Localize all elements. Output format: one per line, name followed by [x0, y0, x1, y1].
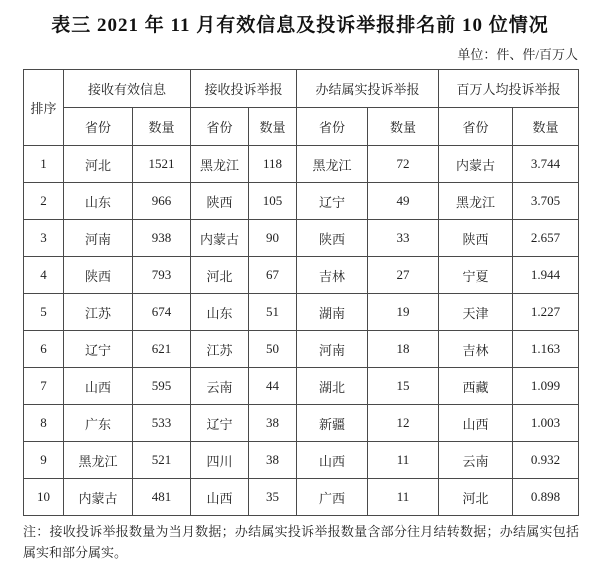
quantity-cell: 35	[249, 479, 297, 516]
page-title: 表三 2021 年 11 月有效信息及投诉举报排名前 10 位情况	[51, 15, 549, 36]
footnote: 注：接收投诉举报数量为当月数据；办结属实投诉举报数量含部分往月结转数据；办结属实包括属实和部分属实。	[23, 524, 579, 560]
quantity-cell: 33	[368, 220, 439, 257]
sub-header-province: 省份	[191, 108, 249, 146]
quantity-cell: 27	[368, 257, 439, 294]
province-cell: 四川	[191, 442, 249, 479]
province-cell: 黑龙江	[191, 146, 249, 183]
quantity-cell: 674	[133, 294, 191, 331]
quantity-cell: 49	[368, 183, 439, 220]
group-header-received-info: 接收有效信息	[64, 70, 191, 108]
province-cell: 江苏	[191, 331, 249, 368]
quantity-cell: 90	[249, 220, 297, 257]
quantity-cell: 1.003	[513, 405, 579, 442]
quantity-cell: 44	[249, 368, 297, 405]
quantity-cell: 12	[368, 405, 439, 442]
sub-header-quantity: 数量	[133, 108, 191, 146]
province-cell: 内蒙古	[64, 479, 133, 516]
sub-header-quantity: 数量	[368, 108, 439, 146]
quantity-cell: 1.163	[513, 331, 579, 368]
group-header-per-million-complaints: 百万人均投诉举报	[439, 70, 579, 108]
province-cell: 山西	[64, 368, 133, 405]
province-cell: 山西	[191, 479, 249, 516]
group-header-verified-complaints: 办结属实投诉举报	[297, 70, 439, 108]
province-cell: 陕西	[297, 220, 368, 257]
province-cell: 黑龙江	[439, 183, 513, 220]
table-row	[24, 183, 579, 220]
province-cell: 河北	[191, 257, 249, 294]
table-row	[24, 257, 579, 294]
sub-header-quantity: 数量	[513, 108, 579, 146]
quantity-cell: 38	[249, 442, 297, 479]
quantity-cell: 533	[133, 405, 191, 442]
rank-cell: 4	[24, 257, 64, 294]
quantity-cell: 18	[368, 331, 439, 368]
quantity-cell: 72	[368, 146, 439, 183]
table-row	[24, 442, 579, 479]
province-cell: 云南	[191, 368, 249, 405]
province-cell: 湖北	[297, 368, 368, 405]
rank-cell: 6	[24, 331, 64, 368]
table-row	[24, 294, 579, 331]
province-cell: 广西	[297, 479, 368, 516]
quantity-cell: 938	[133, 220, 191, 257]
province-cell: 陕西	[64, 257, 133, 294]
table-row	[24, 146, 579, 183]
rank-cell: 8	[24, 405, 64, 442]
province-cell: 山西	[297, 442, 368, 479]
table-row	[24, 331, 579, 368]
province-cell: 辽宁	[64, 331, 133, 368]
quantity-cell: 3.705	[513, 183, 579, 220]
sub-header-row	[24, 108, 579, 146]
rank-cell: 3	[24, 220, 64, 257]
quantity-cell: 118	[249, 146, 297, 183]
province-cell: 西藏	[439, 368, 513, 405]
quantity-cell: 1521	[133, 146, 191, 183]
quantity-cell: 621	[133, 331, 191, 368]
quantity-cell: 3.744	[513, 146, 579, 183]
quantity-cell: 51	[249, 294, 297, 331]
table-row	[24, 220, 579, 257]
rank-cell: 7	[24, 368, 64, 405]
province-cell: 江苏	[64, 294, 133, 331]
sub-header-province: 省份	[64, 108, 133, 146]
quantity-cell: 1.227	[513, 294, 579, 331]
quantity-cell: 11	[368, 479, 439, 516]
province-cell: 天津	[439, 294, 513, 331]
province-cell: 黑龙江	[297, 146, 368, 183]
province-cell: 河南	[297, 331, 368, 368]
province-cell: 辽宁	[191, 405, 249, 442]
province-cell: 山西	[439, 405, 513, 442]
ranking-table	[23, 69, 579, 516]
quantity-cell: 67	[249, 257, 297, 294]
province-cell: 黑龙江	[64, 442, 133, 479]
quantity-cell: 481	[133, 479, 191, 516]
quantity-cell: 50	[249, 331, 297, 368]
rank-cell: 5	[24, 294, 64, 331]
province-cell: 广东	[64, 405, 133, 442]
rank-column-header: 排序	[24, 70, 64, 146]
sub-header-province: 省份	[297, 108, 368, 146]
province-cell: 山东	[64, 183, 133, 220]
quantity-cell: 1.099	[513, 368, 579, 405]
quantity-cell: 38	[249, 405, 297, 442]
unit-label: 单位：件、件/百万人	[457, 47, 578, 62]
quantity-cell: 966	[133, 183, 191, 220]
quantity-cell: 595	[133, 368, 191, 405]
province-cell: 新疆	[297, 405, 368, 442]
quantity-cell: 2.657	[513, 220, 579, 257]
province-cell: 宁夏	[439, 257, 513, 294]
quantity-cell: 0.898	[513, 479, 579, 516]
province-cell: 云南	[439, 442, 513, 479]
quantity-cell: 793	[133, 257, 191, 294]
group-header-row	[24, 70, 579, 108]
sub-header-province: 省份	[439, 108, 513, 146]
province-cell: 辽宁	[297, 183, 368, 220]
table-row	[24, 405, 579, 442]
group-header-received-complaints: 接收投诉举报	[191, 70, 297, 108]
table-row	[24, 479, 579, 516]
sub-header-quantity: 数量	[249, 108, 297, 146]
quantity-cell: 19	[368, 294, 439, 331]
quantity-cell: 105	[249, 183, 297, 220]
rank-cell: 2	[24, 183, 64, 220]
table-header	[24, 70, 579, 146]
province-cell: 内蒙古	[439, 146, 513, 183]
province-cell: 内蒙古	[191, 220, 249, 257]
quantity-cell: 11	[368, 442, 439, 479]
province-cell: 陕西	[191, 183, 249, 220]
quantity-cell: 1.944	[513, 257, 579, 294]
quantity-cell: 521	[133, 442, 191, 479]
rank-cell: 1	[24, 146, 64, 183]
rank-cell: 9	[24, 442, 64, 479]
rank-cell: 10	[24, 479, 64, 516]
province-cell: 湖南	[297, 294, 368, 331]
table-body	[24, 146, 579, 516]
province-cell: 山东	[191, 294, 249, 331]
province-cell: 河南	[64, 220, 133, 257]
province-cell: 陕西	[439, 220, 513, 257]
province-cell: 吉林	[439, 331, 513, 368]
province-cell: 河北	[64, 146, 133, 183]
quantity-cell: 0.932	[513, 442, 579, 479]
province-cell: 河北	[439, 479, 513, 516]
province-cell: 吉林	[297, 257, 368, 294]
table-row	[24, 368, 579, 405]
quantity-cell: 15	[368, 368, 439, 405]
